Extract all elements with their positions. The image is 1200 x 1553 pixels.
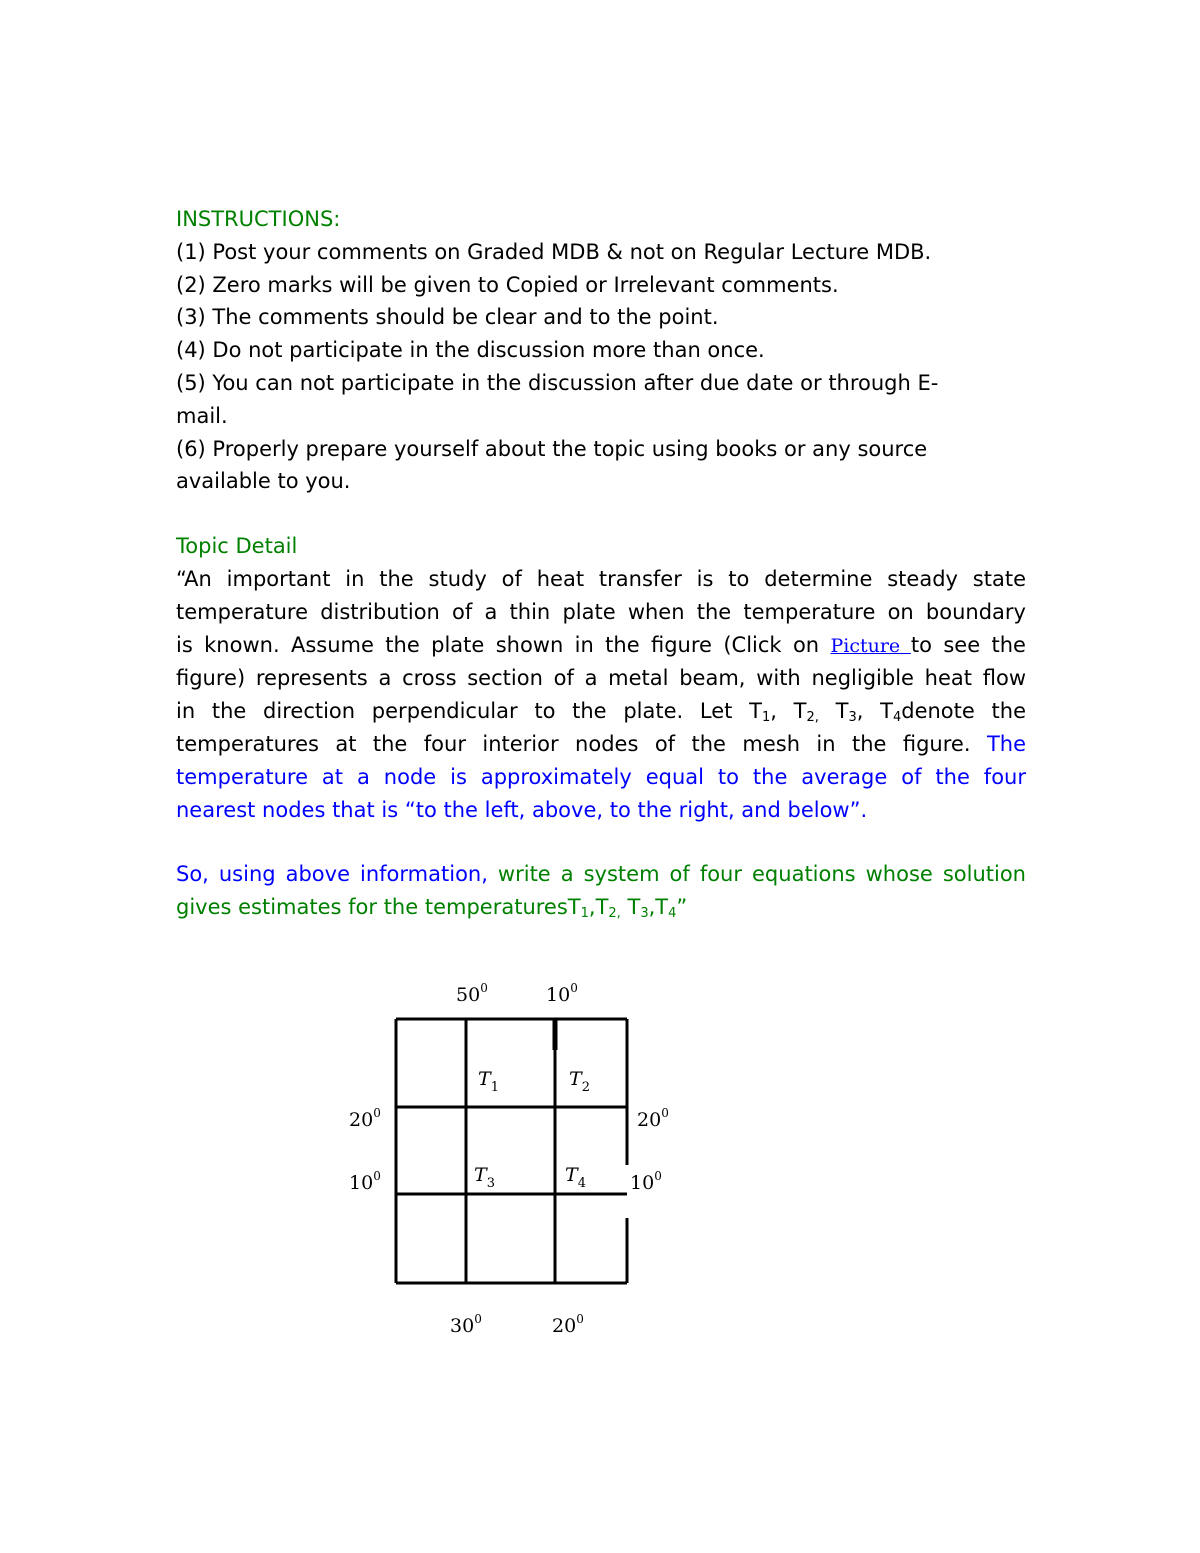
- topic-line-3-end: to see the: [910, 632, 1026, 657]
- subscript-4: 4: [668, 906, 677, 922]
- node-t2: $T_2$: [569, 1068, 590, 1095]
- boundary-bottom-right: $20^0$: [552, 1312, 584, 1337]
- topic-heading: Topic Detail: [176, 534, 298, 559]
- subscript-3: 3: [848, 710, 857, 726]
- mesh-grid: [396, 1019, 627, 1283]
- topic-line-2: temperature distribution of a thin plate when the temperature on boundary: [176, 599, 1026, 624]
- topic-line-4: figure) represents a cross section of a metal beam, with negligible heat flow: [176, 666, 1026, 691]
- instruction-item-6-line-1: (6) Properly prepare yourself about the topic using books or any source: [176, 436, 928, 461]
- closing-quote: ”: [676, 895, 688, 920]
- separator: T: [818, 699, 849, 724]
- question-blue: So, using above information,: [176, 862, 498, 887]
- instruction-item-2: (2) Zero marks will be given to Copied or Irrelevant comments.: [176, 272, 839, 297]
- node-labels: [474, 1068, 590, 1191]
- boundary-right-upper: $20^0$: [637, 1106, 669, 1131]
- subscript-2: 2,: [608, 906, 621, 922]
- topic-line-6-start: temperatures at the four interior nodes of the mesh in the figure.: [176, 731, 987, 756]
- topic-line-5-start: in the direction perpendicular to the plate. Let T: [176, 699, 762, 724]
- subscript-1: 1: [580, 906, 589, 922]
- separator: ,: [648, 895, 656, 920]
- topic-line-8: nearest nodes that is “to the left, above, to the right, and below”.: [176, 797, 868, 822]
- node-t3: $T_3$: [474, 1164, 495, 1191]
- question-green: write a system of four equations whose solution: [497, 862, 1026, 887]
- instruction-item-5-line-2: mail.: [176, 403, 228, 428]
- question-line-2-start: gives estimates for the temperatures: [176, 895, 568, 920]
- subscript-2: 2,: [806, 710, 819, 726]
- instruction-item-1: (1) Post your comments on Graded MDB & not on Regular Lecture MDB.: [176, 239, 932, 264]
- picture-link[interactable]: Picture: [830, 634, 911, 657]
- subscript-1: 1: [761, 710, 771, 726]
- boundary-right-lower: $10^0$: [630, 1169, 662, 1194]
- instruction-item-4: (4) Do not participate in the discussion more than once.: [176, 338, 765, 363]
- separator: T: [620, 895, 641, 920]
- separator: , T: [856, 699, 893, 724]
- topic-line-1: “An important in the study of heat transfer is to determine steady state: [176, 566, 1026, 591]
- t-symbol: T: [567, 895, 581, 920]
- t-symbol: T: [655, 895, 669, 920]
- boundary-top-right: $10^0$: [546, 981, 578, 1006]
- boundary-left-upper: $20^0$: [349, 1106, 381, 1131]
- boundary-left-lower: $10^0$: [349, 1169, 381, 1194]
- topic-line-6-blue: The: [986, 731, 1026, 756]
- instructions-heading: INSTRUCTIONS:: [176, 207, 341, 231]
- subscript-4: 4: [892, 710, 902, 726]
- node-t1: $T_1$: [478, 1068, 499, 1095]
- instruction-item-5-line-1: (5) You can not participate in the discussion after due date or through E-: [176, 370, 939, 395]
- boundary-top-left: $50^0$: [456, 981, 488, 1006]
- instruction-item-3: (3) The comments should be clear and to the point.: [176, 305, 719, 330]
- boundary-bottom-left: $30^0$: [450, 1312, 482, 1337]
- separator: ,: [588, 895, 596, 920]
- node-t4: $T_4$: [565, 1164, 586, 1191]
- instruction-item-6-line-2: available to you.: [176, 469, 351, 494]
- topic-line-5-end: denote the: [901, 699, 1026, 724]
- subscript-3: 3: [640, 906, 649, 922]
- topic-line-7: temperature at a node is approximately equal to the average of the four: [176, 764, 1026, 789]
- separator: , T: [770, 699, 807, 724]
- topic-line-3-start: is known. Assume the plate shown in the figure (Click on: [176, 632, 831, 657]
- t-symbol: T: [595, 895, 609, 920]
